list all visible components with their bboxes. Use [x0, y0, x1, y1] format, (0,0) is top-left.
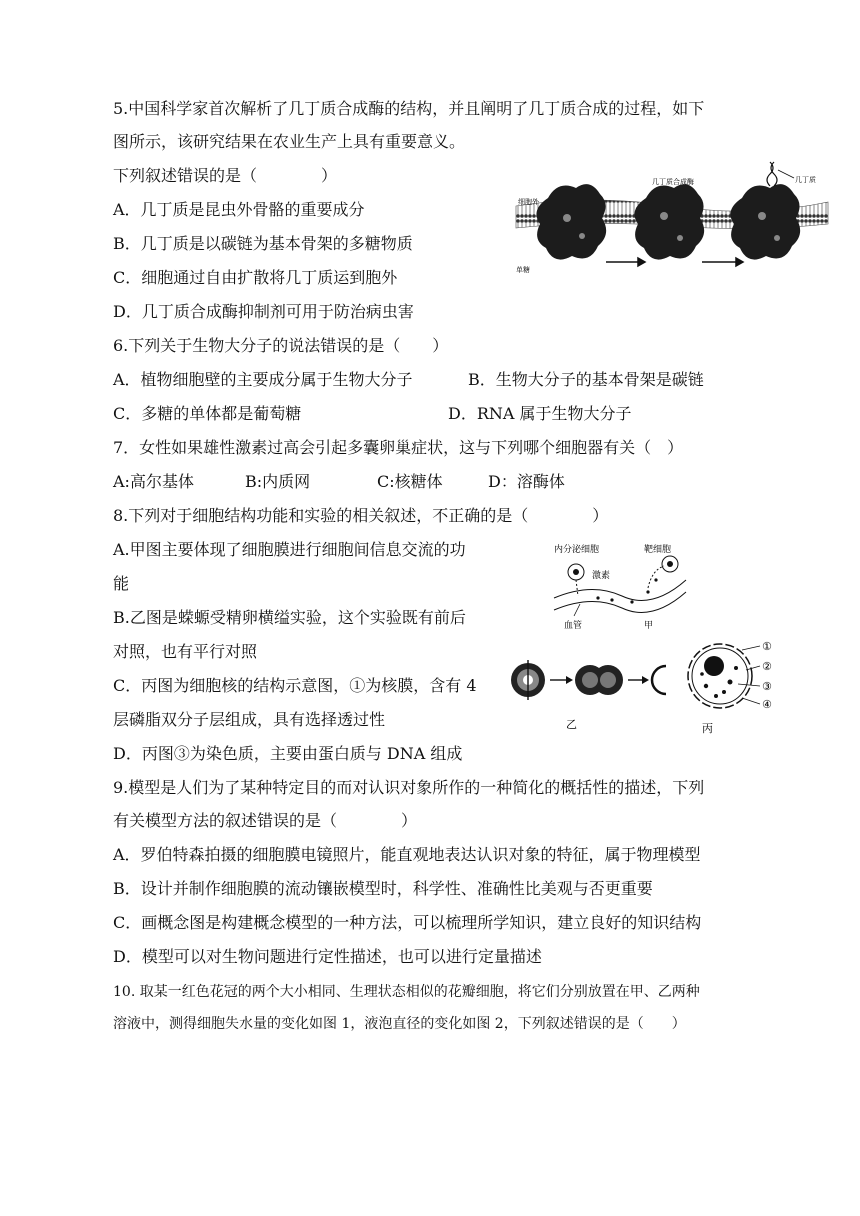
- q9-option-b: B．设计并制作细胞膜的流动镶嵌模型时，科学性、准确性比美观与否更重要: [113, 879, 653, 898]
- fig-label-chitin: 几丁质: [795, 176, 816, 184]
- q7-option-b: B:内质网: [245, 472, 311, 491]
- q8-option-c-line1: C．丙图为细胞核的结构示意图，①为核膜，含有 4: [113, 676, 477, 695]
- q7-stem: 7．女性如果雄性激素过高会引起多囊卵巢症状，这与下列哪个细胞器有关（ ）: [113, 438, 684, 457]
- fig-label-monosaccharide: 单糖: [516, 266, 530, 274]
- fig-label-bing: 丙: [702, 722, 713, 735]
- q7-option-c: C:核糖体: [377, 472, 443, 491]
- fig-label-yi: 乙: [566, 718, 577, 731]
- q6-option-c: C．多糖的单体都是葡萄糖: [113, 404, 302, 423]
- q6-option-a: A．植物细胞壁的主要成分属于生物大分子: [113, 370, 413, 389]
- q8-option-b-line2: 对照，也有平行对照: [113, 642, 258, 661]
- fig-label-n4: ④: [762, 698, 772, 711]
- q5-stem-line3: 下列叙述错误的是（ ）: [113, 166, 338, 185]
- q5-option-c: C．细胞通过自由扩散将几丁质运到胞外: [113, 268, 398, 287]
- q5-stem-line2: 图所示，该研究结果在农业生产上具有重要意义。: [113, 132, 466, 151]
- q7-option-a: A:高尔基体: [113, 472, 194, 491]
- fig-label-hormone: 激素: [592, 571, 611, 581]
- q6-stem: 6.下列关于生物大分子的说法错误的是（ ）: [113, 336, 449, 355]
- q6-option-b: B．生物大分子的基本骨架是碳链: [468, 370, 704, 389]
- q8-option-b-line1: B.乙图是蝾螈受精卵横缢实验，这个实验既有前后: [113, 608, 466, 627]
- q10-stem-line1: 10. 取某一红色花冠的两个大小相同、生理状态相似的花瓣细胞，将它们分别放置在甲、乙两种: [113, 984, 700, 1000]
- fig-label-n1: ①: [762, 640, 772, 653]
- q10-stem-line2: 溶液中，测得细胞失水量的变化如图 1，液泡直径的变化如图 2，下列叙述错误的是（ ）: [113, 1016, 686, 1032]
- fig-label-jia: 甲: [644, 621, 654, 631]
- fig-label-n2: ②: [762, 660, 772, 673]
- figure-yi-newt-egg: [506, 656, 686, 736]
- q5-option-a: A．几丁质是昆虫外骨骼的重要成分: [113, 200, 365, 219]
- q8-option-a-line1: A.甲图主要体现了细胞膜进行细胞间信息交流的功: [113, 540, 466, 559]
- q6-option-d: D．RNA 属于生物大分子: [448, 404, 632, 423]
- q5-option-b: B．几丁质是以碳链为基本骨架的多糖物质: [113, 234, 413, 253]
- q8-stem: 8.下列对于细胞结构功能和实验的相关叙述，不正确的是（ ）: [113, 506, 609, 525]
- figure-jia-hormone: [552, 540, 692, 632]
- fig-label-target-cell: 靶细胞: [644, 545, 672, 555]
- q8-option-d: D．丙图③为染色质，主要由蛋白质与 DNA 组成: [113, 744, 463, 763]
- q9-stem-line1: 9.模型是人们为了某种特定目的而对认识对象所作的一种简化的概括性的描述，下列: [113, 778, 705, 797]
- q8-option-c-line2: 层磷脂双分子层组成，具有选择透过性: [113, 710, 386, 729]
- q7-option-d: D：溶酶体: [488, 472, 565, 491]
- q5-option-d: D．几丁质合成酶抑制剂可用于防治病虫害: [113, 302, 414, 321]
- figure-bing-nucleus: [680, 636, 780, 736]
- q8-option-a-line2: 能: [113, 574, 130, 593]
- q9-option-a: A．罗伯特森拍摄的细胞膜电镜照片，能直观地表达认识对象的特征，属于物理模型: [113, 845, 701, 864]
- fig-label-n3: ③: [762, 680, 772, 693]
- fig-label-extracellular: 细胞外: [518, 198, 539, 206]
- chitin-synthase-figure: [512, 158, 830, 290]
- fig-label-endocrine-cell: 内分泌细胞: [554, 545, 600, 555]
- q9-stem-line2: 有关模型方法的叙述错误的是（ ）: [113, 811, 418, 830]
- fig-label-blood-vessel: 血管: [564, 621, 583, 631]
- q9-option-d: D．模型可以对生物问题进行定性描述，也可以进行定量描述: [113, 947, 542, 966]
- q9-option-c: C．画概念图是构建概念模型的一种方法，可以梳理所学知识，建立良好的知识结构: [113, 913, 702, 932]
- fig-label-chitin-synthase: 几丁质合成酶: [652, 178, 694, 186]
- q5-stem-line1: 5.中国科学家首次解析了几丁质合成酶的结构，并且阐明了几丁质合成的过程，如下: [113, 99, 705, 118]
